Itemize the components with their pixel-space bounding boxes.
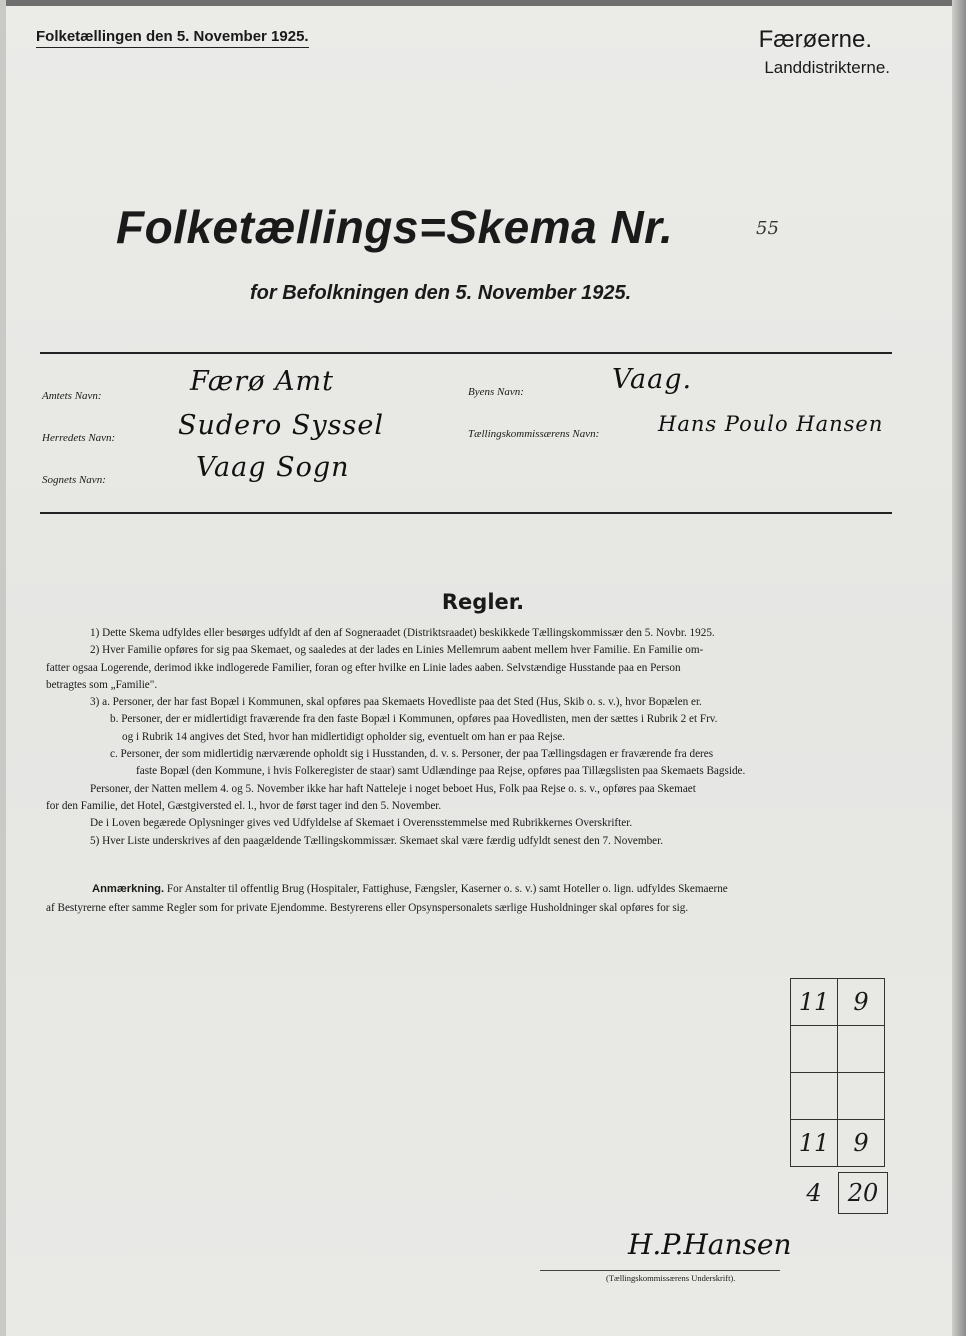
amt-label: Amtets Navn: [42, 390, 102, 402]
rule-line: c. Personer, der som midlertidig nærværende opholdt sig i Husstanden, d. v. s. Personer, der paa Tællingsdagen er fraværende fra deres [110, 748, 714, 761]
form-number: 55 [756, 218, 779, 239]
remark-paragraph [46, 880, 902, 918]
rule-line: faste Bopæl (den Kommune, i hvis Folkeregister de staar) samt Udlændinge paa Rejse, opføres paa Tillægslisten paa Skemaets Bagside. [136, 765, 746, 778]
form-subtitle: for Befolkningen den 5. November 1925. [250, 282, 632, 304]
rule-line: 5) Hver Liste underskrives af den paagældende Tællingskommissær. Skemaet skal være færdig udfyldt senest den 7. November. [90, 834, 664, 847]
tally-row [791, 979, 885, 1026]
by-value: Vaag. [612, 364, 693, 395]
sogn-value: Vaag Sogn [196, 452, 350, 483]
kommissaer-label: Tællingskommissærens Navn: [468, 428, 600, 440]
remark-line-1: For Anstalter til offentlig Brug (Hospitaler, Fattighuse, Fængsler, Kaserner o. s. v.) samt Hoteller o. lign. udfyldes Skemaerne [166, 883, 728, 895]
divider-top [40, 352, 892, 354]
by-label: Byens Navn: [468, 386, 524, 398]
rule-line: 2) Hver Familie opføres for sig paa Skemaet, og saaledes at der lades en Linies Mellemrum aabent mellem hver Familie. En Familie om- [90, 644, 704, 657]
tally-cell [791, 1026, 838, 1073]
tally-cell [838, 1073, 885, 1120]
tally-cell: 9 [838, 1120, 885, 1167]
rule-line: De i Loven begærede Oplysninger gives ved Udfyldelse af Skemaet i Overensstemmelse med Rubrikkernes Overskrifter. [90, 817, 633, 830]
sogn-label: Sognets Navn: [42, 474, 106, 486]
rules-heading: Regler. [441, 590, 525, 614]
rule-line: b. Personer, der er midlertidigt fraværende fra den faste Bopæl i Kommunen, opføres paa Hovedlisten, men der sættes i Rubrik 2 et Frv. [110, 713, 718, 726]
tally-total-right: 20 [838, 1172, 888, 1214]
region-header: Færøerne. [758, 26, 872, 53]
remark-line-2: af Bestyrerne efter samme Regler som for private Ejendomme. Bestyrerens eller Opsynspersonalets særlige Husholdninger skal opføres for sig. [46, 902, 689, 914]
rule-line: betragtes som „Familie". [46, 678, 158, 691]
rule-line: 1) Dette Skema udfyldes eller besørges udfyldt af den af Sogneraadet (Distriktsraadet) beskikkede Tællingskommissær den 5. Novbr. 1925. [90, 627, 715, 639]
tally-total [790, 1172, 888, 1214]
rule-line: og i Rubrik 14 angives det Sted, hvor han midlertidigt opholder sig, eventuelt om han er paa Rejse. [122, 730, 566, 743]
rule-line: for den Familie, det Hotel, Gæstgiversted el. l., hvor de først tager ind den 5. November. [46, 799, 442, 812]
tally-total-left: 4 [806, 1179, 822, 1207]
census-date-header: Folketællingen den 5. November 1925. [36, 28, 309, 48]
remark-label: Anmærkning. [92, 883, 165, 895]
subregion-header: Landdistrikterne. [764, 58, 890, 77]
tally-cell [791, 1073, 838, 1120]
kommissaer-value: Hans Poulo Hansen [658, 412, 884, 436]
tally-row [791, 1073, 885, 1120]
tally-cell [838, 1026, 885, 1073]
tally-cell: 11 [791, 979, 838, 1026]
divider-bottom [40, 512, 892, 514]
scan-edge-right [952, 0, 966, 1336]
scan-edge-left [0, 0, 6, 1336]
herred-value: Sudero Syssel [178, 410, 384, 441]
tally-cell: 11 [791, 1120, 838, 1167]
tally-cell: 9 [838, 979, 885, 1026]
rules-list [46, 625, 902, 850]
signature-line [540, 1270, 780, 1271]
scan-edge-top [0, 0, 966, 6]
amt-value: Færø Amt [190, 366, 334, 397]
form-title: Folketællings=Skema Nr. [116, 201, 674, 253]
herred-label: Herredets Navn: [42, 432, 116, 444]
rule-line: fatter ogsaa Logerende, derimod ikke indlogerede Familier, foran og efter hvilke en Linie lades aaben. Selvstændige Husstande paa en Person [46, 661, 681, 674]
tally-row [791, 1026, 885, 1073]
rule-line: Personer, der Natten mellem 4. og 5. November ikke har haft Natteleje i noget beboet Hus, Folk paa Rejse o. s. v., opføres paa Skemaet [90, 782, 696, 795]
tally-row [791, 1120, 885, 1167]
signature-caption: (Tællingskommissærens Underskrift). [606, 1273, 736, 1283]
handwritten-signature: H.P.Hansen [628, 1228, 792, 1261]
rule-line: 3) a. Personer, der har fast Bopæl i Kommunen, skal opføres paa Skemaets Hovedliste paa det Sted (Hus, Skib o. s. v.), hvor Bopælen er. [90, 696, 702, 709]
tally-table [790, 978, 885, 1167]
